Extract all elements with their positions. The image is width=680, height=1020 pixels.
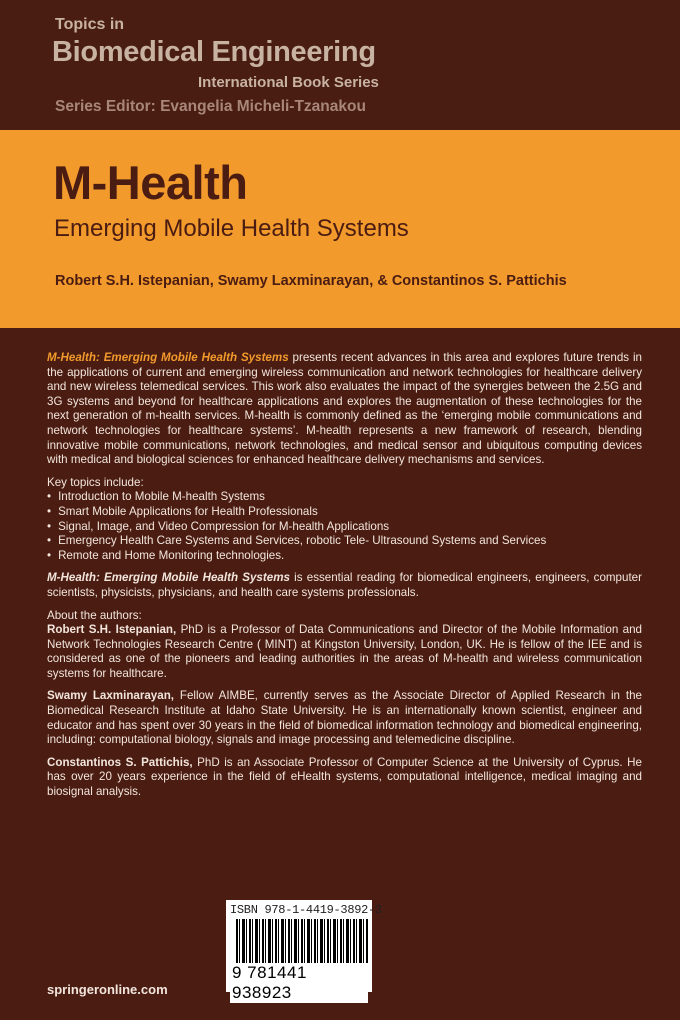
author-bio [47,689,642,747]
series-header [0,0,680,130]
isbn-text: ISBN 978-1-4419-3892-3 [230,903,382,917]
audience-text: is essential reading for biomedical engineers, engineers, computer scientists, physicists, physicians, and health care systems professionals. [47,571,642,599]
topics-heading: Key topics include: [47,475,144,489]
author-bio-text: PhD is an Associate Professor of Computer Science at the University of Cyprus. He has over 20 years experience in the field of eHealth systems, computational intelligence, medical imaging and biosignal analysis. [47,755,642,799]
description-lead: M-Health: Emerging Mobile Health Systems [47,351,289,364]
barcode [226,900,382,1002]
audience-lead: M-Health: Emerging Mobile Health Systems [47,571,290,585]
series-subtitle: International Book Series [198,74,379,91]
publisher-url: springeronline.com [47,982,168,997]
list-item: • Signal, Image, and Video Compression for M-health Applications [47,520,642,535]
description [47,351,642,468]
author-name: Constantinos S. Pattichis, [47,755,193,769]
list-item: • Introduction to Mobile M-health Systems [47,490,642,505]
list-item: • Emergency Health Care Systems and Services, robotic Tele- Ultrasound Systems and Services [47,534,642,549]
audience [47,571,642,600]
series-topics-in: Topics in [55,16,125,33]
author-name: Robert S.H. Istepanian, [47,623,177,637]
book-title: M-Health [53,156,248,209]
book-subtitle: Emerging Mobile Health Systems [54,215,409,242]
series-name: Biomedical Engineering [52,36,376,68]
book-authors: Robert S.H. Istepanian, Swamy Laxminarayan, & Constantinos S. Pattichis [55,273,567,289]
back-cover-text [47,351,642,808]
author-name: Swamy Laxminarayan, [47,689,175,703]
author-bio-text: Fellow AIMBE, currently serves as the Associate Director of Applied Research in the Biomedical Research Institute at Idaho State University. He is an internationally known scientist, engineer and educator and has spent over 30 years in the field of biomedical information technology and biomedical engineering, including: computational biology, signals and image processing and telemedicine discipline. [47,689,642,747]
author-bio-text: PhD is a Professor of Data Communications and Director of the Mobile Information and Network Technologies Research Centre ( MINT) at Kingston University, London, UK. He is fellow of the IEE and is considered as one of the pioneers and leading authorities in the areas of M-health and wireless communication systems for healthcare. [47,623,642,680]
topics-list [47,490,642,563]
author-bio [47,623,642,681]
about-heading: About the authors: [47,608,142,622]
list-item: • Smart Mobile Applications for Health Professionals [47,505,642,520]
description-text: presents recent advances in this area and explores future trends in the applications of current and emerging wireless communication and network technologies for healthcare delivery and new wireless telemedical services. This work also evaluates the impact of the synergies between the 2.5G and 3G systems and beyond for healthcare applications and explores the augmentation of these technologies for the next generation of m-health services. M-health is commonly defined as the ‘emerging mobile communications and network technologies for healthcare systems’. M-health represents a new framework of research, blending innovative mobile communications, network technologies, and medical sensor and ubiquitous computing devices with medical and biological sciences for enhanced healthcare delivery mechanisms and services. [47,351,642,467]
barcode-number: 9 781441 938923 [230,963,368,1003]
series-editor: Series Editor: Evangelia Micheli-Tzanakou [55,98,366,115]
author-bio [47,756,642,800]
list-item: • Remote and Home Monitoring technologies. [47,549,642,564]
